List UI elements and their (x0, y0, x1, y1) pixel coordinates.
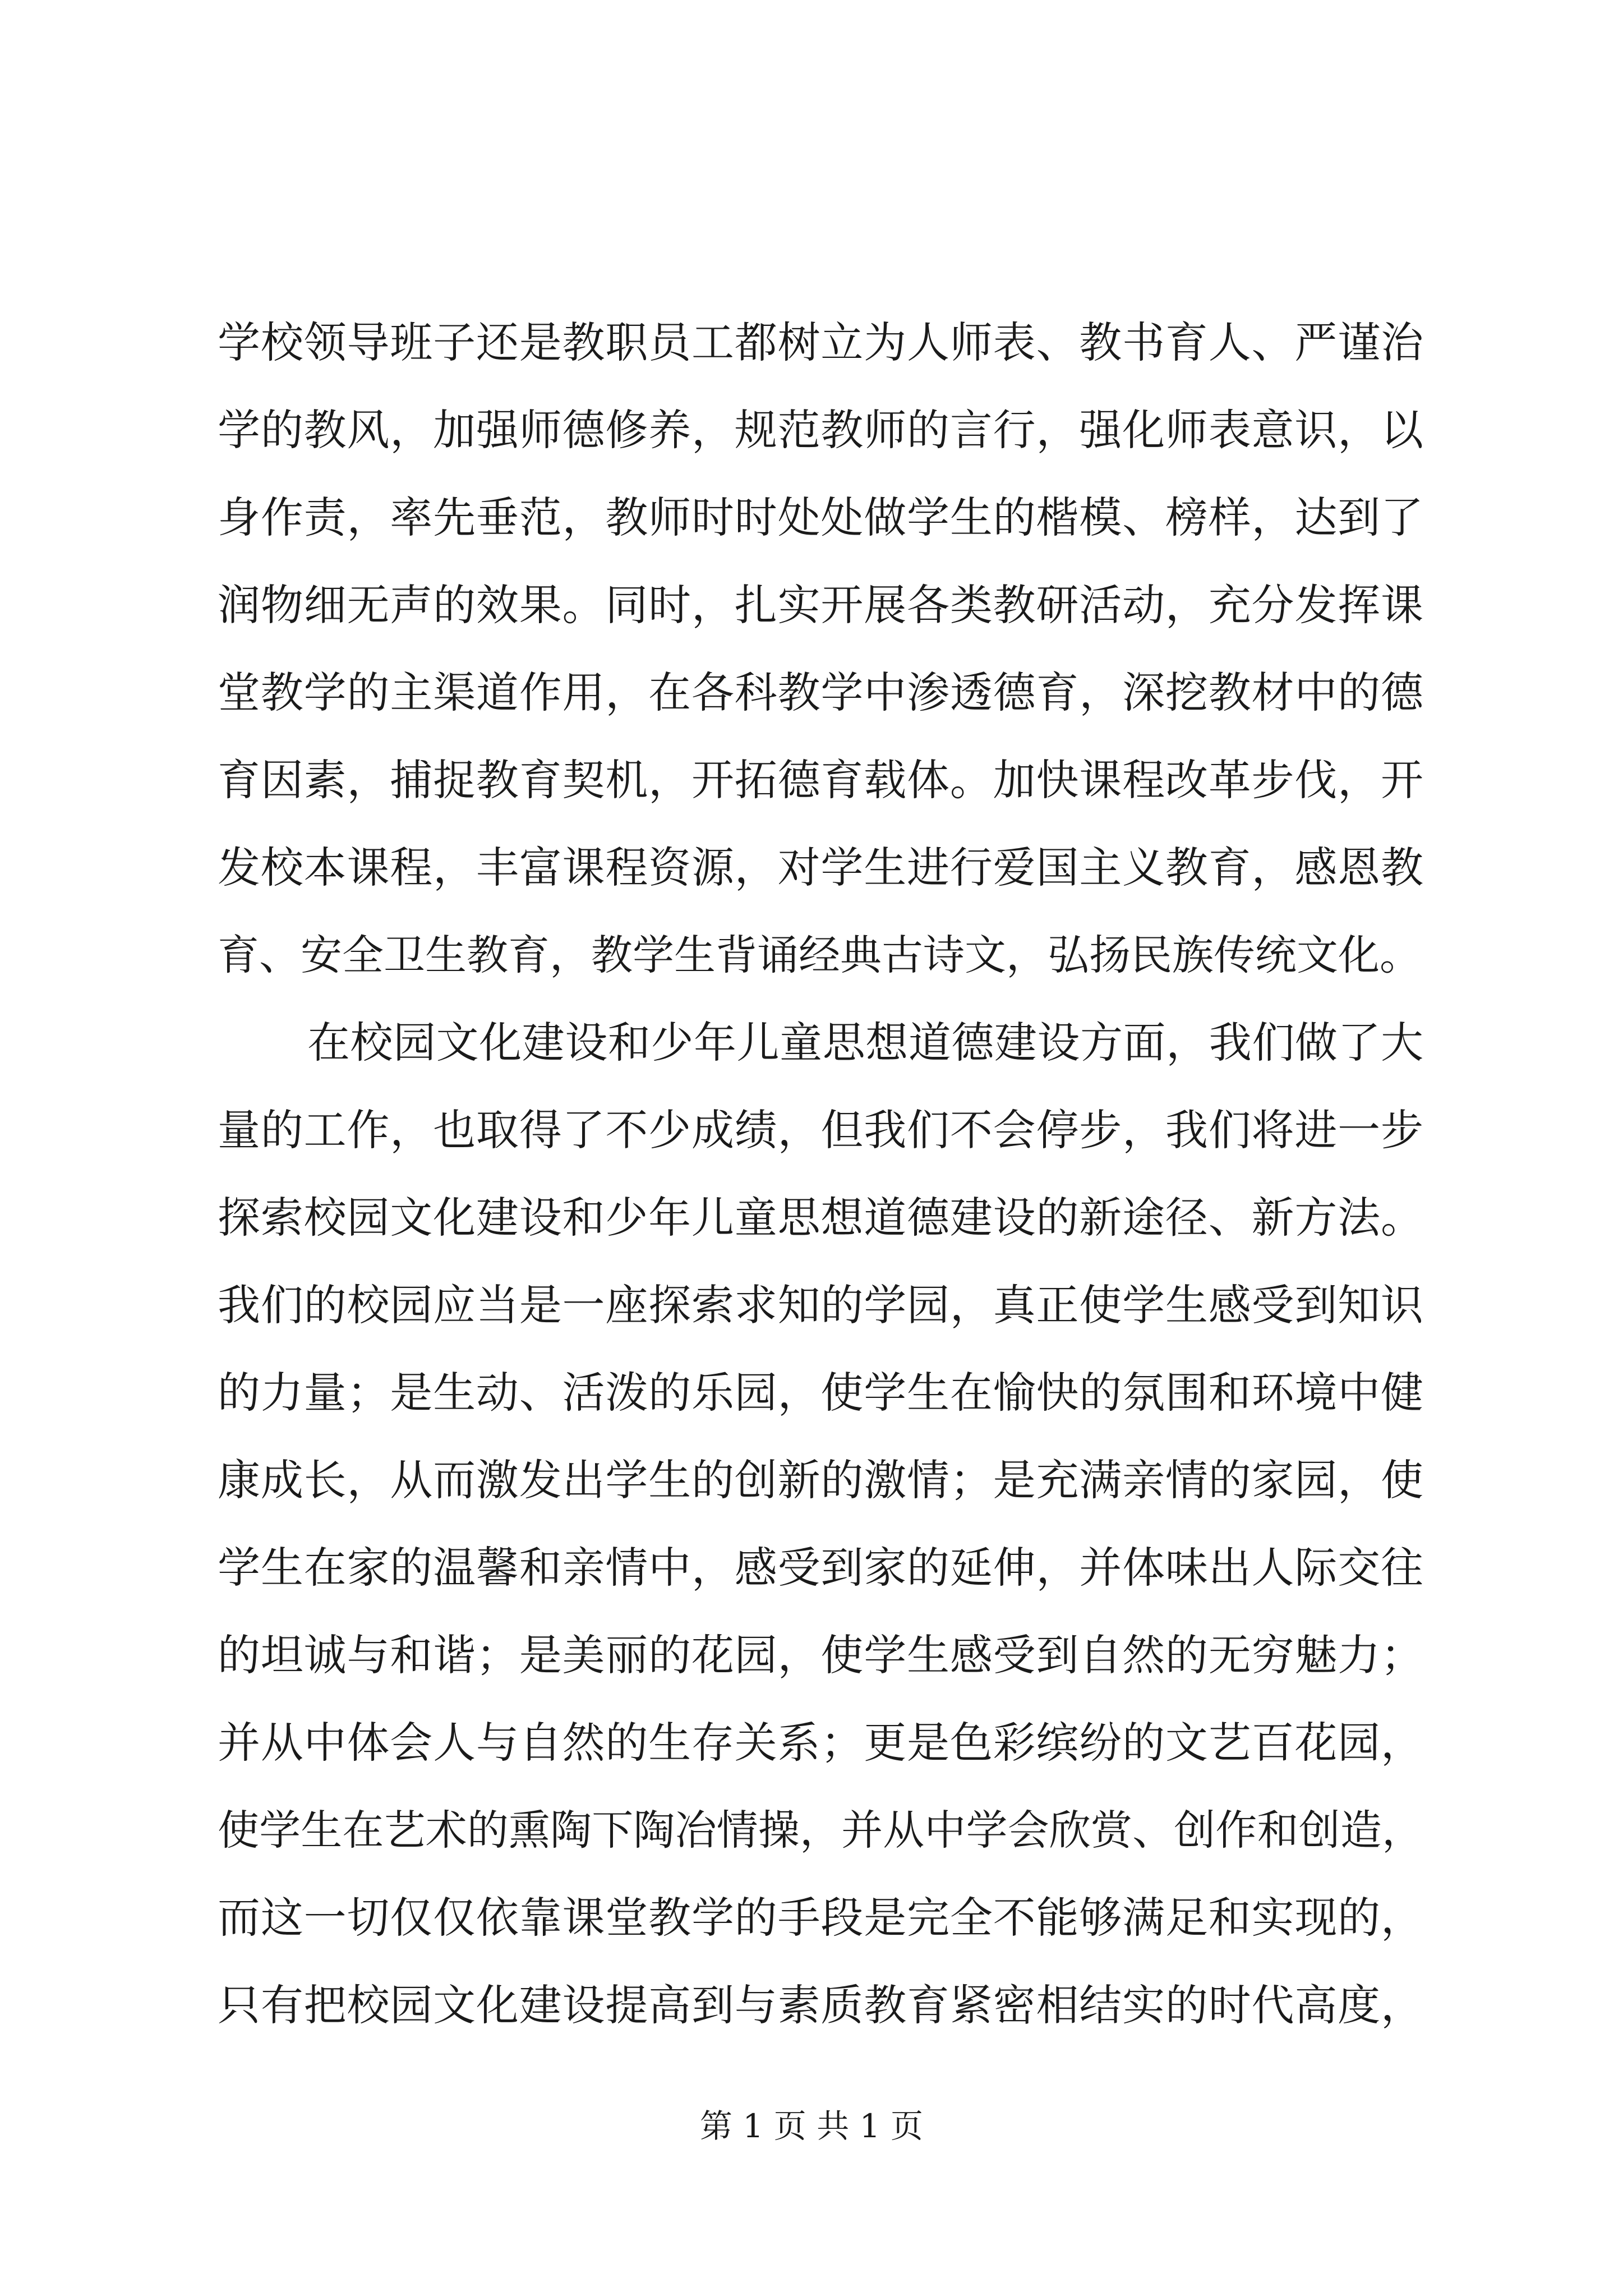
text-line: 学生在家的温馨和亲情中，感受到家的延伸，并体味出人际交往 (218, 1543, 1423, 1593)
text-line: 学校领导班子还是教职员工都树立为人师表、教书育人、严谨治 (218, 318, 1423, 367)
text-line: 身作责，率先垂范，教师时时处处做学生的楷模、榜样，达到了 (218, 493, 1423, 542)
text-line: 的力量；是生动、活泼的乐园，使学生在愉快的氛围和环境中健 (218, 1368, 1423, 1418)
text-line: 并从中体会人与自然的生存关系；更是色彩缤纷的文艺百花园， (218, 1718, 1423, 1768)
paragraph-first-line: 在校园文化建设和少年儿童思想道德建设方面，我们做了大 (307, 1018, 1423, 1068)
text-line: 学的教风，加强师德修养，规范教师的言行，强化师表意识，以 (218, 405, 1423, 455)
text-line: 育因素，捕捉教育契机，开拓德育载体。加快课程改革步伐，开 (218, 755, 1423, 805)
page-number-footer: 第 1 页 共 1 页 (700, 2107, 923, 2145)
text-line: 的坦诚与和谐；是美丽的花园，使学生感受到自然的无穷魅力； (218, 1630, 1423, 1680)
text-line: 而这一切仅仅依靠课堂教学的手段是完全不能够满足和实现的， (218, 1893, 1423, 1943)
text-line: 堂教学的主渠道作用，在各科教学中渗透德育，深挖教材中的德 (218, 668, 1423, 717)
text-line: 发校本课程，丰富课程资源，对学生进行爱国主义教育，感恩教 (218, 843, 1423, 892)
text-line: 只有把校园文化建设提高到与素质教育紧密相结实的时代高度， (218, 1980, 1423, 2030)
text-line: 使学生在艺术的熏陶下陶冶情操，并从中学会欣赏、创作和创造， (218, 1806, 1423, 1855)
text-line: 我们的校园应当是一座探索求知的学园，真正使学生感受到知识 (218, 1280, 1423, 1330)
text-line: 量的工作，也取得了不少成绩，但我们不会停步，我们将进一步 (218, 1105, 1423, 1155)
text-line: 探索校园文化建设和少年儿童思想道德建设的新途径、新方法。 (218, 1193, 1423, 1243)
text-line: 润物细无声的效果。同时，扎实开展各类教研活动，充分发挥课 (218, 580, 1423, 630)
text-line: 育、安全卫生教育，教学生背诵经典古诗文，弘扬民族传统文化。 (218, 931, 1421, 979)
text-line: 康成长，从而激发出学生的创新的激情；是充满亲情的家园，使 (218, 1455, 1423, 1505)
